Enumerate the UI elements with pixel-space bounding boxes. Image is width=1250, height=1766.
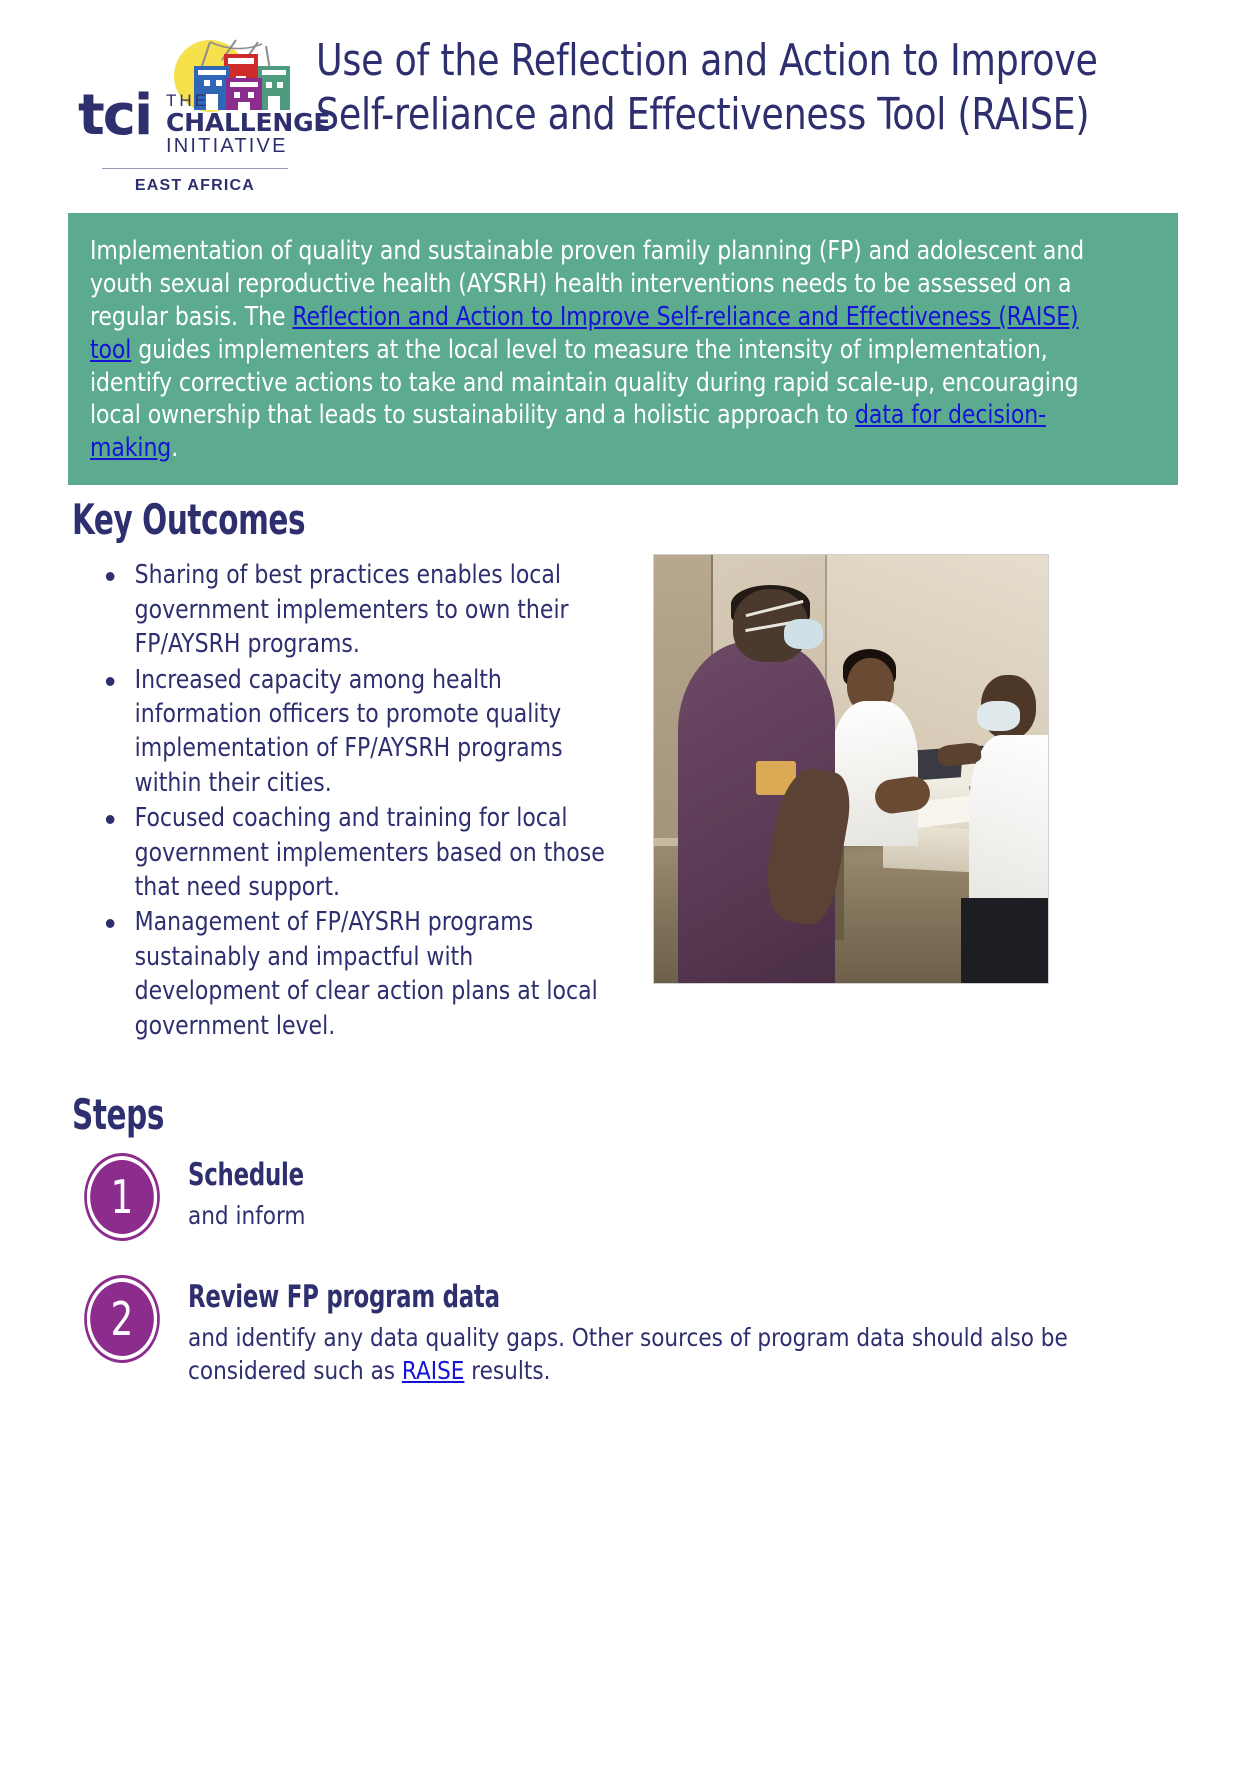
data-for-decision-making-link[interactable]: data for decision-making: [90, 400, 1046, 464]
list-item: Increased capacity among health information officers to promote quality implementation of FP/AYSRH programs within their cities.: [102, 663, 616, 801]
intro-text-part1: Implementation of quality and sustainable proven family planning (FP) and adolescent and youth sexual reproductive health (AYSRH) health interventions needs to be assessed on a regular basis. The: [90, 236, 1085, 332]
key-outcomes-heading: Key Outcomes: [72, 495, 306, 545]
intro-text-part2: guides implementers at the local level to measure the intensity of implementation, identify corrective actions to take and maintain quality during rapid scale-up, encouraging local ownership that leads to sustainability and a holistic approach to: [90, 334, 1079, 431]
step-description-2: [188, 1321, 1110, 1387]
intro-paragraph: [90, 235, 1110, 465]
steps-heading: Steps: [72, 1090, 165, 1140]
step-description-1: [188, 1199, 1110, 1232]
logo-divider: [102, 168, 288, 169]
intro-callout-box: [68, 213, 1178, 485]
steps-list: [0, 1153, 1250, 1387]
step-number-badge-1: 1: [84, 1153, 160, 1241]
step-row: [78, 1153, 1178, 1241]
photo-container: [653, 554, 1049, 984]
intro-text-part3: .: [171, 433, 179, 464]
logo-tci-wordmark: tci: [78, 83, 152, 148]
key-outcomes-list: [72, 558, 637, 1044]
step-desc-1-part1: and inform: [188, 1201, 306, 1231]
raise-results-link[interactable]: RAISE: [401, 1356, 465, 1386]
step-title-2: Review FP program data: [188, 1279, 500, 1316]
step-title-1: Schedule: [188, 1157, 304, 1194]
document-header: [0, 0, 1250, 195]
step-desc-2-part2: results.: [464, 1356, 551, 1386]
list-item: Management of FP/AYSRH programs sustainably and impactful with development of clear action plans at local government level.: [102, 905, 616, 1043]
step-row: [78, 1275, 1178, 1387]
key-outcomes-section: [0, 550, 1250, 1044]
raise-tool-link[interactable]: Reflection and Action to Improve Self-reliance and Effectiveness (RAISE) tool: [90, 301, 1079, 365]
tci-logo: [78, 28, 331, 195]
step-number-badge-2: 2: [84, 1275, 160, 1363]
page-title: Use of the Reflection and Action to Improve Self-reliance and Effectiveness Tool (RAISE): [316, 35, 1098, 140]
logo-the-text: THE: [166, 91, 209, 110]
logo-region-text: EAST AFRICA: [134, 177, 256, 194]
logo-initiative-text: INITIATIVE: [166, 135, 288, 157]
list-item: Sharing of best practices enables local government implementers to own their FP/AYSRH programs.: [102, 558, 616, 661]
step-desc-2-part1: and identify any data quality gaps. Other sources of program data should also be considered such as: [188, 1323, 1068, 1386]
clinic-meeting-photo: [653, 554, 1049, 984]
list-item: Focused coaching and training for local government implementers based on those that need support.: [102, 801, 616, 904]
logo-challenge-text: CHALLENGE: [166, 108, 331, 137]
